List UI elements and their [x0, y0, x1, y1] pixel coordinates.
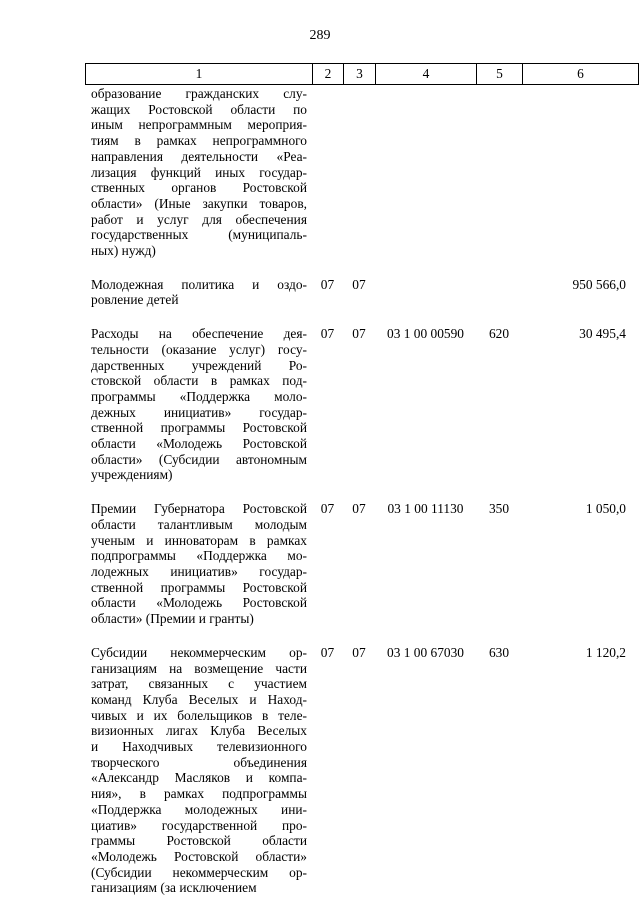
- description-line: ственной программы Ростовской: [91, 420, 307, 436]
- expense-type-code: 620: [488, 326, 510, 342]
- description-line: ных) нужд): [91, 243, 156, 259]
- row-spacer: [85, 627, 638, 645]
- row-spacer: [85, 308, 638, 326]
- description-line: Молодежная политика и оздо-: [91, 276, 307, 292]
- row-description: [85, 86, 312, 259]
- description-line: ственной программы Ростовской: [91, 579, 307, 595]
- header-col-1: 1: [86, 64, 313, 84]
- description-line: (Субсидии некоммерческим ор-: [91, 864, 307, 880]
- header-col-5: 5: [477, 64, 523, 84]
- target-article-code: 03 1 00 67030: [387, 644, 464, 660]
- row-description: [85, 277, 312, 308]
- amount: [522, 86, 638, 259]
- description-line: затрат, связанных с участием: [91, 676, 307, 692]
- page-number: 289: [309, 28, 331, 43]
- row-spacer: [85, 483, 638, 501]
- description-line: области «Молодежь Ростовской: [91, 436, 307, 452]
- description-line: циатив» государственной про-: [91, 817, 307, 833]
- expense-type-code: [476, 277, 522, 308]
- description-line: дарственных учреждений Ро-: [91, 357, 307, 373]
- subsection-code: 07: [352, 501, 366, 517]
- header-col-3: 3: [344, 64, 376, 84]
- expense-type-code: [476, 86, 522, 259]
- section-code: 07: [320, 501, 335, 517]
- row-description: [85, 326, 312, 483]
- description-line: направления деятельности «Реа-: [91, 148, 307, 164]
- expense-type-code: 630: [488, 644, 510, 660]
- description-line: «Поддержка молодежных ини-: [91, 801, 307, 817]
- description-line: образование гражданских слу-: [91, 86, 307, 101]
- row-description: [85, 501, 312, 627]
- table-header: [85, 63, 639, 85]
- table-row: [85, 326, 638, 483]
- description-line: жащих Ростовской области по: [91, 101, 307, 117]
- target-article-code: [375, 277, 476, 308]
- description-line: государственных (муниципаль-: [91, 227, 307, 243]
- description-line: иным непрограммным мероприя-: [91, 117, 307, 133]
- subsection-code: 07: [352, 276, 366, 292]
- description-line: творческого объединения: [91, 754, 307, 770]
- table-row: [85, 86, 638, 259]
- description-line: Расходы на обеспечение дея-: [91, 326, 307, 342]
- description-line: программы «Поддержка моло-: [91, 388, 307, 404]
- description-line: лодежных инициатив» государ-: [91, 563, 307, 579]
- description-line: стовской области в рамках под-: [91, 373, 307, 389]
- description-line: подпрограммы «Поддержка мо-: [91, 548, 307, 564]
- description-line: работ и услуг для обеспечения: [91, 211, 307, 227]
- amount: 1 120,2: [585, 644, 626, 660]
- amount: 1 050,0: [585, 501, 626, 517]
- table-row: [85, 645, 638, 896]
- description-line: области талантливым молодым: [91, 516, 307, 532]
- description-line: чивых и их болельщиков в теле-: [91, 707, 307, 723]
- description-line: ученым и инноваторам в рамках: [91, 532, 307, 548]
- description-line: «Молодежь Ростовской области»: [91, 848, 307, 864]
- description-line: Премии Губернатора Ростовской: [91, 501, 307, 517]
- description-line: граммы Ростовской области: [91, 833, 307, 849]
- description-line: области» (Иные закупки товаров,: [91, 195, 307, 211]
- section-code: 07: [320, 644, 335, 660]
- description-line: дежных инициатив» государ-: [91, 404, 307, 420]
- subsection-code: 07: [352, 326, 366, 342]
- description-line: «Александр Масляков и компа-: [91, 770, 307, 786]
- description-line: тельности (оказание услуг) госу-: [91, 341, 307, 357]
- description-line: тиям в рамках непрограммного: [91, 133, 307, 149]
- row-description: [85, 645, 312, 896]
- description-line: области» (Премии и гранты): [91, 611, 254, 627]
- description-line: ганизациям на возмещение части: [91, 660, 307, 676]
- table-row: [85, 501, 638, 627]
- description-line: ровление детей: [91, 292, 179, 308]
- description-line: ния», в рамках подпрограммы: [91, 786, 307, 802]
- description-line: области «Молодежь Ростовской: [91, 595, 307, 611]
- target-article-code: 03 1 00 00590: [387, 326, 464, 342]
- description-line: ственных органов Ростовской: [91, 180, 307, 196]
- description-line: Субсидии некоммерческим ор-: [91, 644, 307, 660]
- description-line: и Находчивых телевизионного: [91, 739, 307, 755]
- subsection-code: 07: [352, 644, 366, 660]
- header-col-4: 4: [376, 64, 477, 84]
- section-code: 07: [320, 326, 335, 342]
- table-row: [85, 277, 638, 308]
- description-line: команд Клуба Веселых и Наход-: [91, 691, 307, 707]
- subsection-code: [343, 86, 375, 259]
- description-line: области» (Субсидии автономным: [91, 451, 307, 467]
- description-line: визионных лигах Клуба Веселых: [91, 723, 307, 739]
- amount: 30 495,4: [579, 326, 626, 342]
- description-line: учреждениям): [91, 467, 173, 483]
- target-article-code: [375, 86, 476, 259]
- row-spacer: [85, 259, 638, 277]
- section-code: [312, 86, 343, 259]
- amount: 950 566,0: [572, 276, 626, 292]
- target-article-code: 03 1 00 11130: [387, 501, 464, 517]
- budget-table-body: [85, 86, 638, 896]
- section-code: 07: [320, 276, 335, 292]
- expense-type-code: 350: [488, 501, 510, 517]
- description-line: лизация функций иных государ-: [91, 164, 307, 180]
- description-line: ганизациям (за исключением: [91, 880, 257, 896]
- header-col-6: 6: [523, 64, 639, 84]
- header-col-2: 2: [313, 64, 344, 84]
